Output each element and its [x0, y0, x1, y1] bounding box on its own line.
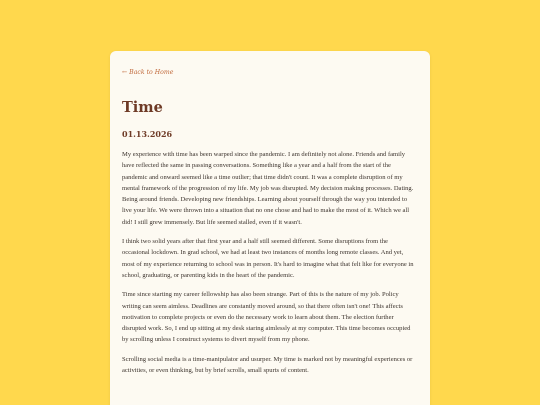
post-card: [110, 51, 430, 405]
post-paragraph: Time since starting my career fellowship has also been strange. Part of this is the nature of my job. Policy writing can seem aimless. Deadlines are constantly moved around, so that there often isn't one! This affects motivation to complete projects or even do the necessary work to learn about them. The election further disrupted work. So, I end up sitting at my desk staring aimlessly at my computer. This time becomes occupied by scrolling unless I construct systems to divert myself from my phone.: [122, 291, 411, 344]
post-paragraph: Scrolling social media is a time-manipulator and usurper. My time is marked not by meaningful experiences or activities, or even thinking, but by brief scrolls, small spurts of content.: [122, 355, 413, 375]
post-body: [122, 149, 418, 376]
post-title: Time: [122, 99, 163, 116]
post-paragraph: My experience with time has been warped since the pandemic. I am definitely not alone. Friends and family have reflected the same in passing conversations. Something like a year and a half from the start of the pandemic and onward seemed like a time outlier; that time didn't count. It was a complete disruption of my mental framework of the progression of my life. My job was disrupted. My decision making processes. Dating. Being around friends. Developing new friendships. Learning about yourself through the way you intended to live your life. We were thrown into a situation that no one chose and had to make the most of it. Which we all did! I still grew immensely. But life seemed stalled, even if it wasn't.: [122, 151, 414, 226]
post-paragraph: I think two solid years after that first year and a half still seemed different. Some disruptions from the occasional lockdown. In grad school, we had at least two instances of months long remote classes. And yet, most of my experience returning to school was in person. It's hard to imagine what that felt like for everyone in school, graduating, or parenting kids in the heart of the pandemic.: [122, 238, 414, 279]
back-to-home-link[interactable]: ← Back to Home: [122, 69, 174, 76]
post-date: 01.13.2026: [122, 129, 173, 139]
